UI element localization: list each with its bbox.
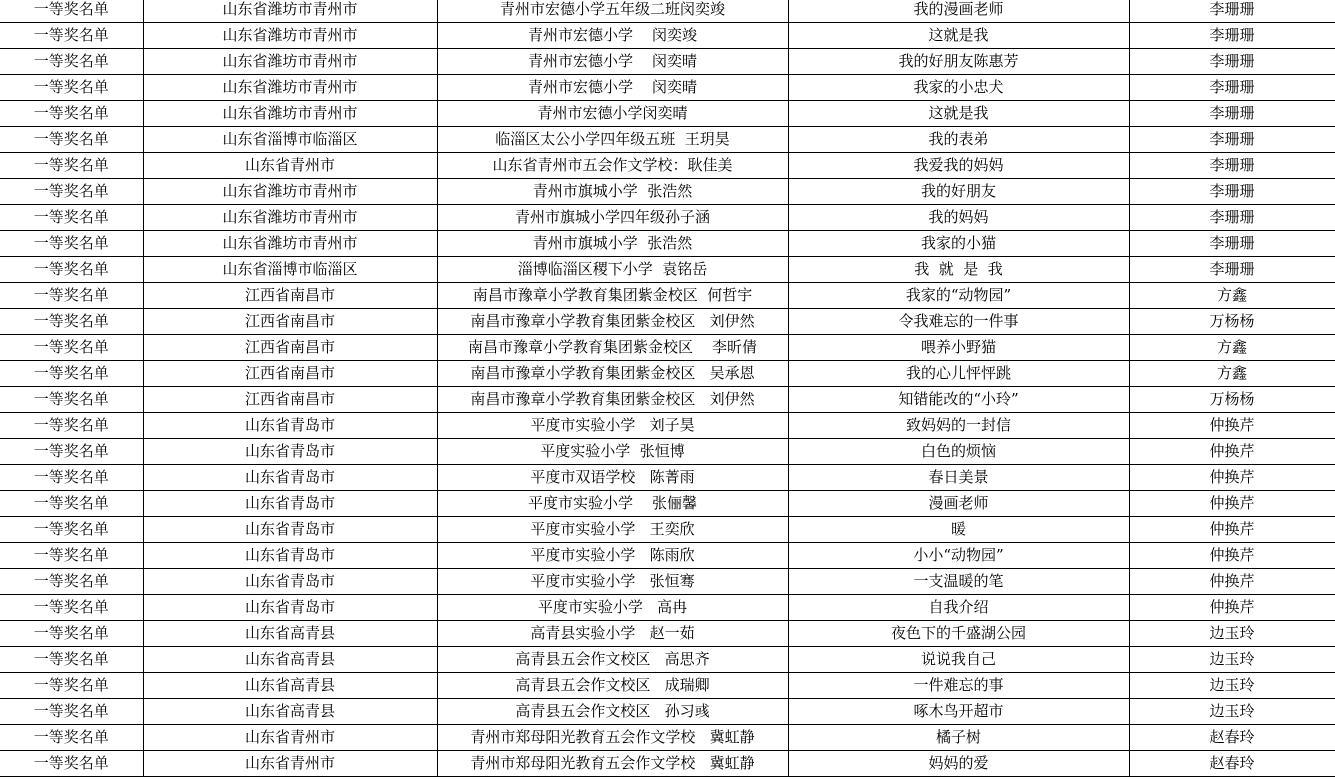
teacher-cell[interactable]: 赵春玲 xyxy=(1129,751,1335,777)
table-row xyxy=(0,335,1335,361)
table-row xyxy=(0,673,1335,699)
table-row xyxy=(0,309,1335,335)
essay-title-cell[interactable]: 橘子树 xyxy=(788,725,1129,751)
table-row xyxy=(0,283,1335,309)
essay-title-cell[interactable]: 我家的“动物园” xyxy=(788,283,1129,309)
essay-title-cell[interactable]: 小小“动物园” xyxy=(788,543,1129,569)
region-cell[interactable]: 山东省淄博市临淄区 xyxy=(143,257,437,283)
school-student-cell[interactable]: 高青县五会作文校区 高思齐 xyxy=(437,647,788,673)
award-cell[interactable]: 一等奖名单 xyxy=(0,309,143,335)
school-student-cell[interactable]: 南昌市豫章小学教育集团紫金校区 何哲宇 xyxy=(437,283,788,309)
teacher-cell[interactable]: 方鑫 xyxy=(1129,335,1335,361)
essay-title-cell[interactable]: 这就是我 xyxy=(788,23,1129,49)
school-student-cell[interactable]: 南昌市豫章小学教育集团紫金校区 刘伊然 xyxy=(437,387,788,413)
school-student-cell[interactable]: 山东省青州市五会作文学校：耿佳美 xyxy=(437,153,788,179)
essay-title-cell[interactable]: 我家的小忠犬 xyxy=(788,75,1129,101)
school-student-cell[interactable]: 平度市实验小学 陈雨欣 xyxy=(437,543,788,569)
award-cell[interactable]: 一等奖名单 xyxy=(0,439,143,465)
award-cell[interactable]: 一等奖名单 xyxy=(0,517,143,543)
school-student-cell[interactable]: 青州市旗城小学四年级孙子涵 xyxy=(437,205,788,231)
award-cell[interactable]: 一等奖名单 xyxy=(0,283,143,309)
teacher-cell[interactable]: 李珊珊 xyxy=(1129,257,1335,283)
award-cell[interactable]: 一等奖名单 xyxy=(0,75,143,101)
school-student-cell[interactable]: 青州市郑母阳光教育五会作文学校 冀虹静 xyxy=(437,751,788,777)
school-student-cell[interactable]: 高青县五会作文校区 成瑞卿 xyxy=(437,673,788,699)
teacher-cell[interactable]: 边玉玲 xyxy=(1129,673,1335,699)
school-student-cell[interactable]: 平度市实验小学 刘子昊 xyxy=(437,413,788,439)
essay-title-cell[interactable]: 致妈妈的一封信 xyxy=(788,413,1129,439)
award-cell[interactable]: 一等奖名单 xyxy=(0,49,143,75)
table-row xyxy=(0,517,1335,543)
region-cell[interactable]: 山东省高青县 xyxy=(143,699,437,725)
award-cell[interactable]: 一等奖名单 xyxy=(0,465,143,491)
table-row xyxy=(0,647,1335,673)
teacher-cell[interactable]: 仲换芹 xyxy=(1129,517,1335,543)
school-student-cell[interactable]: 青州市旗城小学 张浩然 xyxy=(437,231,788,257)
essay-title-cell[interactable]: 我爱我的妈妈 xyxy=(788,153,1129,179)
table-row xyxy=(0,257,1335,283)
teacher-cell[interactable]: 仲换芹 xyxy=(1129,569,1335,595)
region-cell[interactable]: 山东省青岛市 xyxy=(143,439,437,465)
essay-title-cell[interactable]: 我 就 是 我 xyxy=(788,257,1129,283)
essay-title-cell[interactable]: 夜色下的千盛湖公园 xyxy=(788,621,1129,647)
essay-title-cell[interactable]: 春日美景 xyxy=(788,465,1129,491)
teacher-cell[interactable]: 仲换芹 xyxy=(1129,543,1335,569)
teacher-cell[interactable]: 李珊珊 xyxy=(1129,49,1335,75)
region-cell[interactable]: 山东省潍坊市青州市 xyxy=(143,23,437,49)
school-student-cell[interactable]: 临淄区太公小学四年级五班 王玥昊 xyxy=(437,127,788,153)
region-cell[interactable]: 山东省潍坊市青州市 xyxy=(143,0,437,23)
teacher-cell[interactable]: 李珊珊 xyxy=(1129,23,1335,49)
table-row xyxy=(0,49,1335,75)
table-row xyxy=(0,595,1335,621)
teacher-cell[interactable]: 边玉玲 xyxy=(1129,647,1335,673)
school-student-cell[interactable]: 平度市实验小学 高冉 xyxy=(437,595,788,621)
school-student-cell[interactable]: 南昌市豫章小学教育集团紫金校区 李昕倩 xyxy=(437,335,788,361)
region-cell[interactable]: 山东省青岛市 xyxy=(143,465,437,491)
award-cell[interactable]: 一等奖名单 xyxy=(0,231,143,257)
school-student-cell[interactable]: 平度市实验小学 王奕欣 xyxy=(437,517,788,543)
school-student-cell[interactable]: 南昌市豫章小学教育集团紫金校区 吴承恩 xyxy=(437,361,788,387)
table-row xyxy=(0,491,1335,517)
award-cell[interactable]: 一等奖名单 xyxy=(0,569,143,595)
region-cell[interactable]: 山东省青岛市 xyxy=(143,517,437,543)
table-row xyxy=(0,465,1335,491)
award-cell[interactable]: 一等奖名单 xyxy=(0,491,143,517)
region-cell[interactable]: 山东省高青县 xyxy=(143,647,437,673)
teacher-cell[interactable]: 李珊珊 xyxy=(1129,231,1335,257)
award-cell[interactable]: 一等奖名单 xyxy=(0,751,143,777)
essay-title-cell[interactable]: 一支温暖的笔 xyxy=(788,569,1129,595)
school-student-cell[interactable]: 青州市旗城小学 张浩然 xyxy=(437,179,788,205)
school-student-cell[interactable]: 平度市双语学校 陈菁雨 xyxy=(437,465,788,491)
table-row xyxy=(0,0,1335,23)
table-row xyxy=(0,361,1335,387)
region-cell[interactable]: 山东省青岛市 xyxy=(143,413,437,439)
table-row xyxy=(0,179,1335,205)
region-cell[interactable]: 山东省青州市 xyxy=(143,751,437,777)
table-row xyxy=(0,23,1335,49)
table-row xyxy=(0,543,1335,569)
award-cell[interactable]: 一等奖名单 xyxy=(0,413,143,439)
essay-title-cell[interactable]: 我的漫画老师 xyxy=(788,0,1129,23)
school-student-cell[interactable]: 南昌市豫章小学教育集团紫金校区 刘伊然 xyxy=(437,309,788,335)
table-row xyxy=(0,725,1335,751)
school-student-cell[interactable]: 青州市宏德小学 闵奕晴 xyxy=(437,49,788,75)
region-cell[interactable]: 山东省潍坊市青州市 xyxy=(143,179,437,205)
award-cell[interactable]: 一等奖名单 xyxy=(0,127,143,153)
essay-title-cell[interactable]: 这就是我 xyxy=(788,101,1129,127)
teacher-cell[interactable]: 李珊珊 xyxy=(1129,179,1335,205)
table-row xyxy=(0,205,1335,231)
school-student-cell[interactable]: 高青县实验小学 赵一茹 xyxy=(437,621,788,647)
essay-title-cell[interactable]: 白色的烦恼 xyxy=(788,439,1129,465)
region-cell[interactable]: 山东省高青县 xyxy=(143,621,437,647)
table-row xyxy=(0,75,1335,101)
school-student-cell[interactable]: 高青县五会作文校区 孙习彧 xyxy=(437,699,788,725)
region-cell[interactable]: 山东省青岛市 xyxy=(143,595,437,621)
essay-title-cell[interactable]: 我的妈妈 xyxy=(788,205,1129,231)
teacher-cell[interactable]: 方鑫 xyxy=(1129,283,1335,309)
school-student-cell[interactable]: 青州市郑母阳光教育五会作文学校 冀虹静 xyxy=(437,725,788,751)
award-cell[interactable]: 一等奖名单 xyxy=(0,101,143,127)
table-row xyxy=(0,101,1335,127)
school-student-cell[interactable]: 青州市宏德小学五年级二班闵奕竣 xyxy=(437,0,788,23)
school-student-cell[interactable]: 青州市宏德小学闵奕晴 xyxy=(437,101,788,127)
region-cell[interactable]: 山东省青岛市 xyxy=(143,491,437,517)
school-student-cell[interactable]: 青州市宏德小学 闵奕晴 xyxy=(437,75,788,101)
teacher-cell[interactable]: 万杨杨 xyxy=(1129,309,1335,335)
essay-title-cell[interactable]: 令我难忘的一件事 xyxy=(788,309,1129,335)
essay-title-cell[interactable]: 啄木鸟开超市 xyxy=(788,699,1129,725)
teacher-cell[interactable]: 仲换芹 xyxy=(1129,595,1335,621)
award-cell[interactable]: 一等奖名单 xyxy=(0,725,143,751)
region-cell[interactable]: 江西省南昌市 xyxy=(143,283,437,309)
region-cell[interactable]: 江西省南昌市 xyxy=(143,309,437,335)
region-cell[interactable]: 山东省潍坊市青州市 xyxy=(143,101,437,127)
region-cell[interactable]: 江西省南昌市 xyxy=(143,387,437,413)
award-cell[interactable]: 一等奖名单 xyxy=(0,335,143,361)
award-cell[interactable]: 一等奖名单 xyxy=(0,647,143,673)
region-cell[interactable]: 江西省南昌市 xyxy=(143,335,437,361)
table-row xyxy=(0,387,1335,413)
region-cell[interactable]: 山东省青岛市 xyxy=(143,543,437,569)
award-cell[interactable]: 一等奖名单 xyxy=(0,205,143,231)
teacher-cell[interactable]: 李珊珊 xyxy=(1129,153,1335,179)
award-cell[interactable]: 一等奖名单 xyxy=(0,621,143,647)
teacher-cell[interactable]: 李珊珊 xyxy=(1129,0,1335,23)
table-row xyxy=(0,413,1335,439)
table-row xyxy=(0,231,1335,257)
essay-title-cell[interactable]: 我的好朋友 xyxy=(788,179,1129,205)
teacher-cell[interactable]: 仲换芹 xyxy=(1129,439,1335,465)
essay-title-cell[interactable]: 知错能改的“小玲” xyxy=(788,387,1129,413)
school-student-cell[interactable]: 平度市实验小学 张恒骞 xyxy=(437,569,788,595)
school-student-cell[interactable]: 淄博临淄区稷下小学 袁铭岳 xyxy=(437,257,788,283)
award-cell[interactable]: 一等奖名单 xyxy=(0,179,143,205)
award-cell[interactable]: 一等奖名单 xyxy=(0,23,143,49)
essay-title-cell[interactable]: 妈妈的爱 xyxy=(788,751,1129,777)
essay-title-cell[interactable]: 我的好朋友陈惠芳 xyxy=(788,49,1129,75)
school-student-cell[interactable]: 平度实验小学 张恒博 xyxy=(437,439,788,465)
teacher-cell[interactable]: 赵春玲 xyxy=(1129,725,1335,751)
essay-title-cell[interactable]: 暖 xyxy=(788,517,1129,543)
teacher-cell[interactable]: 李珊珊 xyxy=(1129,75,1335,101)
award-cell[interactable]: 一等奖名单 xyxy=(0,361,143,387)
award-cell[interactable]: 一等奖名单 xyxy=(0,595,143,621)
table-row xyxy=(0,127,1335,153)
essay-title-cell[interactable]: 自我介绍 xyxy=(788,595,1129,621)
region-cell[interactable]: 山东省潍坊市青州市 xyxy=(143,205,437,231)
table-row xyxy=(0,439,1335,465)
table-row xyxy=(0,699,1335,725)
region-cell[interactable]: 山东省潍坊市青州市 xyxy=(143,49,437,75)
essay-title-cell[interactable]: 一件难忘的事 xyxy=(788,673,1129,699)
essay-title-cell[interactable]: 喂养小野猫 xyxy=(788,335,1129,361)
teacher-cell[interactable]: 方鑫 xyxy=(1129,361,1335,387)
region-cell[interactable]: 山东省潍坊市青州市 xyxy=(143,75,437,101)
award-cell[interactable]: 一等奖名单 xyxy=(0,699,143,725)
essay-title-cell[interactable]: 说说我自己 xyxy=(788,647,1129,673)
award-cell[interactable]: 一等奖名单 xyxy=(0,543,143,569)
region-cell[interactable]: 山东省青州市 xyxy=(143,153,437,179)
award-cell[interactable]: 一等奖名单 xyxy=(0,257,143,283)
school-student-cell[interactable]: 平度市实验小学 张俪馨 xyxy=(437,491,788,517)
teacher-cell[interactable]: 仲换芹 xyxy=(1129,465,1335,491)
region-cell[interactable]: 山东省青州市 xyxy=(143,725,437,751)
teacher-cell[interactable]: 李珊珊 xyxy=(1129,101,1335,127)
region-cell[interactable]: 山东省潍坊市青州市 xyxy=(143,231,437,257)
award-cell[interactable]: 一等奖名单 xyxy=(0,673,143,699)
award-cell[interactable]: 一等奖名单 xyxy=(0,387,143,413)
table-row xyxy=(0,569,1335,595)
teacher-cell[interactable]: 李珊珊 xyxy=(1129,127,1335,153)
region-cell[interactable]: 山东省淄博市临淄区 xyxy=(143,127,437,153)
teacher-cell[interactable]: 李珊珊 xyxy=(1129,205,1335,231)
region-cell[interactable]: 山东省青岛市 xyxy=(143,569,437,595)
teacher-cell[interactable]: 仲换芹 xyxy=(1129,413,1335,439)
teacher-cell[interactable]: 边玉玲 xyxy=(1129,621,1335,647)
teacher-cell[interactable]: 仲换芹 xyxy=(1129,491,1335,517)
award-cell[interactable]: 一等奖名单 xyxy=(0,153,143,179)
region-cell[interactable]: 山东省高青县 xyxy=(143,673,437,699)
table-row xyxy=(0,621,1335,647)
essay-title-cell[interactable]: 我的心儿怦怦跳 xyxy=(788,361,1129,387)
essay-title-cell[interactable]: 我的表弟 xyxy=(788,127,1129,153)
table-row xyxy=(0,153,1335,179)
region-cell[interactable]: 江西省南昌市 xyxy=(143,361,437,387)
teacher-cell[interactable]: 边玉玲 xyxy=(1129,699,1335,725)
teacher-cell[interactable]: 万杨杨 xyxy=(1129,387,1335,413)
award-cell[interactable]: 一等奖名单 xyxy=(0,0,143,23)
essay-title-cell[interactable]: 我家的小猫 xyxy=(788,231,1129,257)
table-row xyxy=(0,751,1335,777)
essay-title-cell[interactable]: 漫画老师 xyxy=(788,491,1129,517)
school-student-cell[interactable]: 青州市宏德小学 闵奕竣 xyxy=(437,23,788,49)
